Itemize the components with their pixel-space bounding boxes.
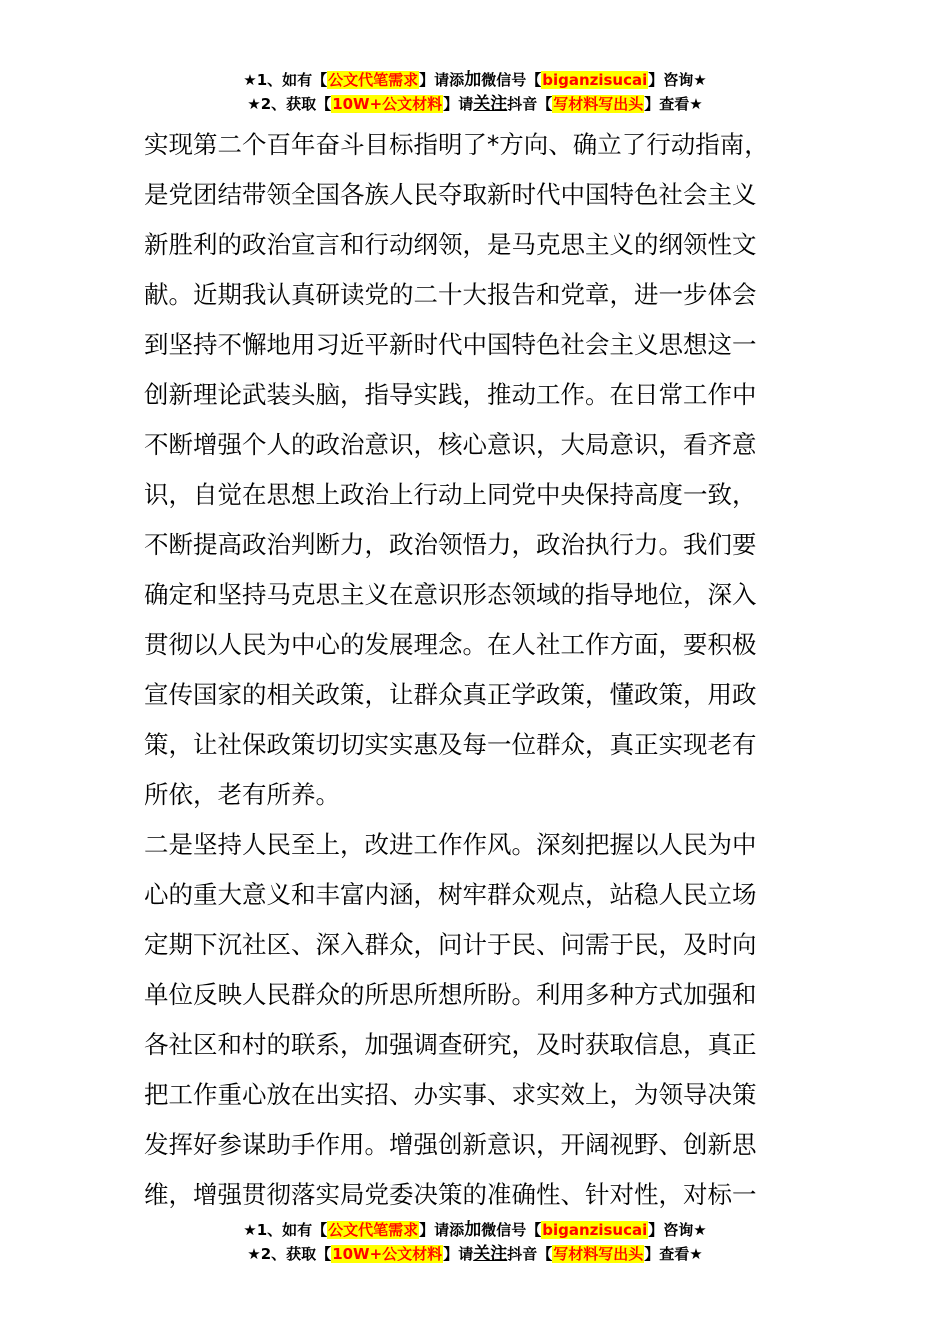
body-line: 维，增强贯彻落实局党委决策的准确性、针对性，对标一 [144, 1180, 757, 1209]
body-line: 不断增强个人的政治意识，核心意识，大局意识，看齐意 [144, 430, 757, 459]
body-line: 不断提高政治判断力，政治领悟力，政治执行力。我们要 [144, 530, 757, 559]
body-line: 贯彻以人民为中心的发展理念。在人社工作方面，要积极 [144, 630, 757, 659]
body-line: 单位反映人民群众的所思所想所盼。利用多种方式加强和 [144, 980, 757, 1009]
banner-highlight: 公文代笔需求 [328, 1221, 419, 1239]
banner-text: 抖音【 [507, 1245, 553, 1263]
body-line: 二是坚持人民至上，改进工作作风。深刻把握以人民为中 [144, 830, 757, 859]
body-line: 识，自觉在思想上政治上行动上同党中央保持高度一致， [144, 480, 757, 509]
footer-banner [0, 1218, 950, 1266]
body-line: 确定和坚持马克思主义在意识形态领域的指导地位，深入 [144, 580, 757, 609]
banner-text: ★2、获取【 [247, 1245, 332, 1263]
banner-line-1 [0, 1218, 950, 1242]
body-line: 发挥好参谋助手作用。增强创新意识，开阔视野、创新思 [144, 1130, 757, 1159]
banner-highlight-douyin-id: 写材料写出头 [553, 1245, 644, 1263]
body-line: 宣传国家的相关政策，让群众真正学政策，懂政策，用政 [144, 680, 757, 709]
banner-text: 】咨询★ [648, 71, 707, 89]
banner-highlight: 10W+公文材料 [332, 95, 443, 113]
banner-line-1 [0, 68, 950, 92]
body-line: 创新理论武装头脑，指导实践，推动工作。在日常工作中 [144, 380, 757, 409]
document-body [144, 120, 814, 1220]
banner-emphasis: 关注 [473, 94, 508, 114]
body-line: 心的重大意义和丰富内涵，树牢群众观点，站稳人民立场 [144, 880, 757, 909]
banner-highlight: 公文代笔需求 [328, 71, 419, 89]
banner-emphasis: 加 [464, 1220, 482, 1240]
banner-emphasis: 加 [464, 70, 482, 90]
body-line: 到坚持不懈地用习近平新时代中国特色社会主义思想这一 [144, 330, 757, 359]
banner-text: 】请 [443, 1245, 474, 1263]
header-banner [0, 68, 950, 116]
body-line: 策，让社保政策切切实实惠及每一位群众，真正实现老有 [144, 730, 757, 759]
banner-text: ★1、如有【 [243, 71, 328, 89]
body-line: 所依，老有所养。 [144, 780, 340, 809]
body-line: 各社区和村的联系，加强调查研究，及时获取信息，真正 [144, 1030, 757, 1059]
body-line: 是党团结带领全国各族人民夺取新时代中国特色社会主义 [144, 180, 757, 209]
banner-text: 抖音【 [507, 95, 553, 113]
body-line: 把工作重心放在出实招、办实事、求实效上，为领导决策 [144, 1080, 757, 1109]
banner-highlight-douyin-id: 写材料写出头 [553, 95, 644, 113]
body-line: 实现第二个百年奋斗目标指明了*方向、确立了行动指南， [144, 130, 769, 159]
banner-emphasis: 关注 [473, 1244, 508, 1264]
banner-text: 】咨询★ [648, 1221, 707, 1239]
body-line: 新胜利的政治宣言和行动纲领，是马克思主义的纲领性文 [144, 230, 757, 259]
banner-text: 微信号【 [481, 1221, 542, 1239]
banner-text: 】请添 [419, 71, 465, 89]
banner-highlight-wechat-id: biganzisucai [542, 71, 648, 89]
body-line: 献。近期我认真研读党的二十大报告和党章，进一步体会 [144, 280, 757, 309]
body-line: 定期下沉社区、深入群众，问计于民、问需于民，及时向 [144, 930, 757, 959]
banner-highlight-wechat-id: biganzisucai [542, 1221, 648, 1239]
banner-text: 】查看★ [644, 95, 703, 113]
banner-text: 】查看★ [644, 1245, 703, 1263]
banner-text: 】请 [443, 95, 474, 113]
banner-line-2 [0, 1242, 950, 1266]
banner-text: ★2、获取【 [247, 95, 332, 113]
banner-text: ★1、如有【 [243, 1221, 328, 1239]
banner-text: 微信号【 [481, 71, 542, 89]
banner-text: 】请添 [419, 1221, 465, 1239]
banner-highlight: 10W+公文材料 [332, 1245, 443, 1263]
banner-line-2 [0, 92, 950, 116]
